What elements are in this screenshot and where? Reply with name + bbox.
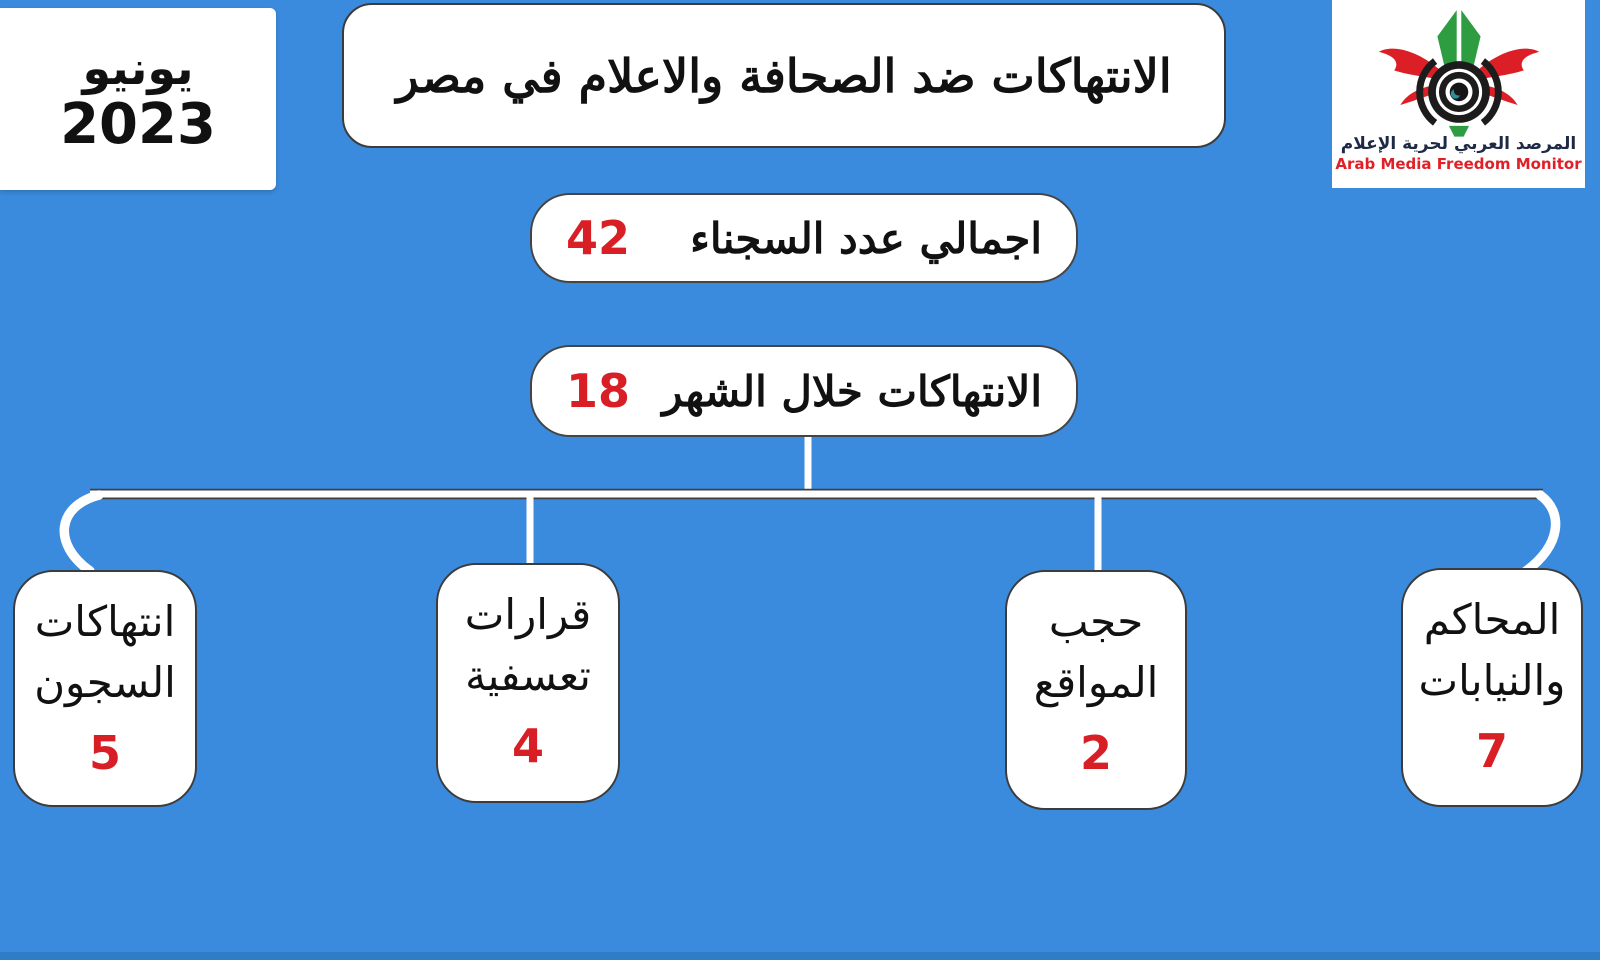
category-label-line2: تعسفية bbox=[465, 650, 591, 700]
category-label-line2: السجون bbox=[34, 657, 176, 707]
category-box-arbitrary-decisions bbox=[436, 563, 620, 803]
total-prisoners-value: 42 bbox=[566, 211, 631, 265]
category-value: 7 bbox=[1476, 723, 1509, 778]
category-box-courts-prosecutions bbox=[1401, 568, 1583, 807]
connector-hook-left bbox=[64, 495, 99, 571]
category-label-line2: المواقع bbox=[1033, 657, 1159, 707]
total-prisoners-box bbox=[530, 193, 1078, 283]
connector-hook-right bbox=[1526, 495, 1556, 571]
category-label-line1: المحاكم bbox=[1423, 595, 1561, 644]
logo-english-name: Arab Media Freedom Monitor bbox=[1335, 154, 1582, 173]
category-label-line1: انتهاكات bbox=[34, 597, 176, 646]
category-value: 4 bbox=[512, 718, 545, 773]
date-year: 2023 bbox=[60, 91, 216, 157]
monthly-violations-value: 18 bbox=[566, 364, 631, 418]
monthly-violations-box bbox=[530, 345, 1078, 437]
total-prisoners-label: اجمالي عدد السجناء bbox=[690, 213, 1042, 263]
category-label-line1: حجب bbox=[1048, 597, 1144, 646]
main-title: الانتهاكات ضد الصحافة والاعلام في مصر bbox=[396, 48, 1172, 103]
date-month: يونيو bbox=[82, 40, 194, 95]
logo-graphic bbox=[1374, 4, 1544, 139]
monthly-violations-label: الانتهاكات خلال الشهر bbox=[662, 366, 1042, 416]
logo-box bbox=[1332, 0, 1585, 188]
category-value: 5 bbox=[89, 725, 122, 780]
bottom-edge-strip bbox=[0, 952, 1600, 960]
main-title-box bbox=[342, 3, 1226, 148]
category-label-line2: والنيابات bbox=[1418, 655, 1566, 705]
category-value: 2 bbox=[1080, 725, 1113, 780]
date-box bbox=[0, 8, 276, 190]
logo-arabic-name: المرصد العربي لحرية الإعلام bbox=[1340, 134, 1577, 154]
category-box-prison-violations bbox=[13, 570, 197, 807]
category-label-line1: قرارات bbox=[464, 590, 592, 639]
category-box-website-blocking bbox=[1005, 570, 1187, 810]
